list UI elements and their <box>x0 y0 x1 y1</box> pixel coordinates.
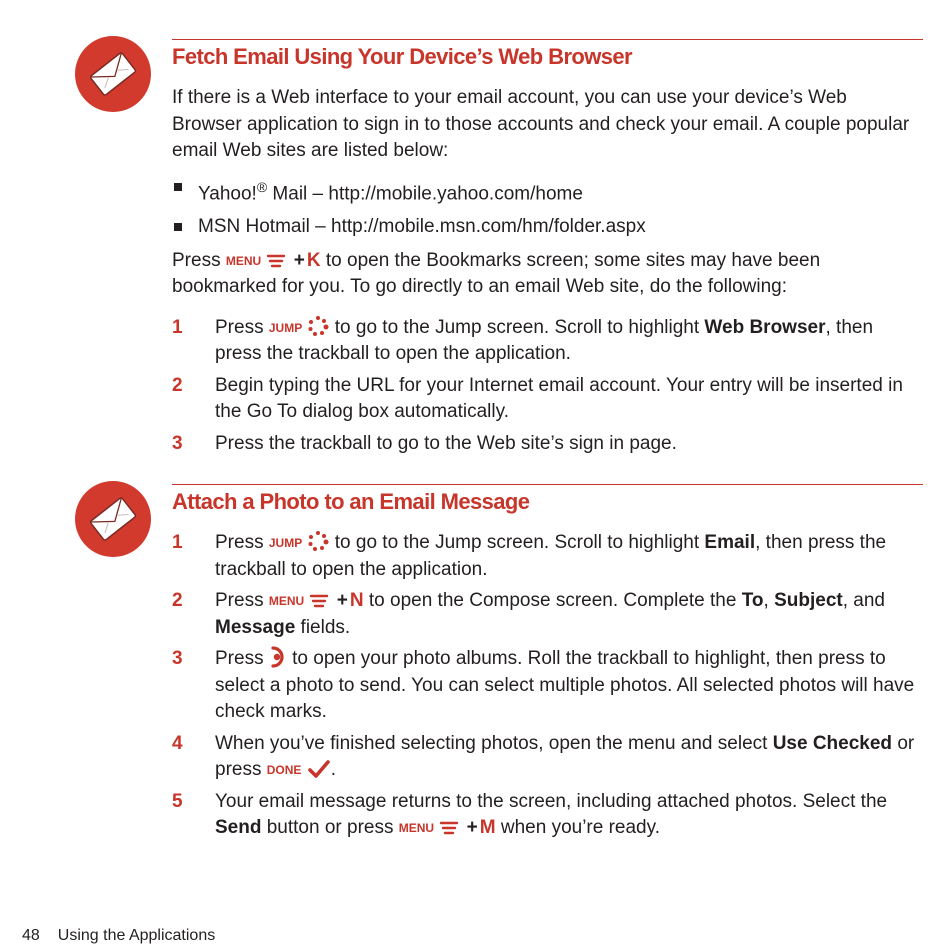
fetch-steps <box>172 315 917 458</box>
page-footer <box>22 927 233 945</box>
step-item: 2 Press MENU + N to open the Compose screen. Complete the To, Subject, and Message fields. <box>172 590 885 638</box>
jump-icon <box>307 315 329 337</box>
jump-key-label: JUMP <box>268 536 303 550</box>
envelope-icon <box>87 48 139 100</box>
step-item: 4 When you’ve finished selecting photos, open the menu and select Use Checked or press DONE . <box>172 732 915 780</box>
step-item: 3 Press to open your photo albums. Roll the trackball to highlight, then press to select a photo to send. You can select multiple photos. All selected photos will have check marks. <box>172 648 915 722</box>
intro-paragraph: If there is a Web interface to your email account, you can use your device’s Web Browser application to sign in to those accounts and check your email. A couple popular email Web sites are listed below: <box>172 87 910 161</box>
step-number: 2 <box>172 590 183 611</box>
bookmarks-paragraph: Press MENU + K to open the Bookmarks screen; some sites may have been bookmarked for you. To go directly to an email Web site, do the following: <box>172 249 821 298</box>
bullet-square-icon <box>174 223 182 231</box>
step-item: 5 Your email message returns to the screen, including attached photos. Select the Send button or press MENU + M when you’re ready. <box>172 790 888 838</box>
menu-icon <box>266 252 286 270</box>
step-item: 1 Press JUMP to go to the Jump screen. Scroll to highlight Email, then press the trackball to open the application. <box>172 532 887 580</box>
step-number: 1 <box>172 316 183 338</box>
list-item: MSN Hotmail – http://mobile.msn.com/hm/folder.aspx <box>172 214 917 241</box>
attach-steps <box>172 530 917 842</box>
step-number: 2 <box>172 374 183 396</box>
shortcut-letter: M <box>479 817 496 838</box>
menu-key-label: MENU <box>398 821 435 835</box>
step-number: 1 <box>172 532 183 553</box>
photo-album-key-icon <box>269 646 287 668</box>
step-item: 3 Press the trackball to go to the Web site’s sign in page. <box>172 431 917 458</box>
step-item: 2 Begin typing the URL for your Internet email account. Your entry will be inserted in the Go To dialog box automatically. <box>172 374 903 423</box>
step-number: 4 <box>172 732 183 754</box>
done-key-label: DONE <box>266 763 302 777</box>
section-rule <box>172 39 923 40</box>
registered-mark: ® <box>256 178 268 195</box>
shortcut-letter: K <box>306 249 321 271</box>
section-rule <box>172 484 923 485</box>
section-title: Attach a Photo to an Email Message <box>172 489 530 514</box>
jump-key-label: JUMP <box>268 320 303 335</box>
footer-chapter-label: Using the Applications <box>57 927 216 944</box>
section-title: Fetch Email Using Your Device’s Web Browser <box>172 44 632 69</box>
menu-key-label: MENU <box>268 594 305 608</box>
list-item: Yahoo!® Mail – http://mobile.yahoo.com/home <box>172 174 917 208</box>
menu-icon <box>309 592 329 610</box>
envelope-icon <box>87 493 139 545</box>
step-number: 3 <box>172 432 183 454</box>
bullet-square-icon <box>174 183 182 191</box>
step-number: 3 <box>172 648 183 669</box>
step-number: 5 <box>172 790 183 812</box>
email-sites-list <box>172 174 917 241</box>
jump-icon <box>307 530 329 552</box>
menu-icon <box>439 819 459 837</box>
section-badge <box>75 481 151 557</box>
page-number: 48 <box>22 927 40 944</box>
section-body <box>172 85 917 462</box>
section-badge <box>75 36 151 112</box>
menu-key-label: MENU <box>225 253 262 268</box>
section-body <box>172 530 917 847</box>
checkmark-icon <box>307 759 331 779</box>
step-item: 1 Press JUMP to go to the Jump screen. Scroll to highlight Web Browser, then press the trackball to open the application. <box>172 316 874 365</box>
shortcut-letter: N <box>349 590 364 611</box>
